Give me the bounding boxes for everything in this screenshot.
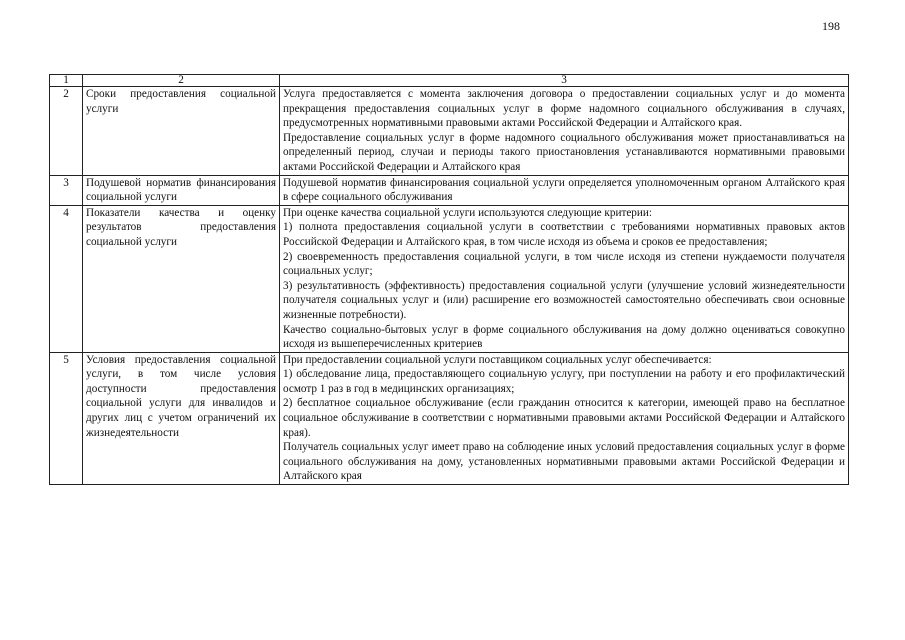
- description-paragraph: Подушевой норматив финансирования социальной услуги определяется уполномоченным органом Алтайского края в сфере социального обслуживания: [283, 176, 845, 204]
- header-cell-3: 3: [280, 75, 849, 87]
- row-number: 3: [50, 175, 83, 205]
- services-table: [49, 74, 849, 485]
- description-paragraph: Качество социально-бытовых услуг в форме социального обслуживания на дому должно оцениваться совокупно исходя из вышеперечисленных критериев: [283, 323, 845, 351]
- row-number: 5: [50, 352, 83, 484]
- header-cell-1: 1: [50, 75, 83, 87]
- table-header-row: [50, 75, 849, 87]
- table-row: [50, 175, 849, 205]
- table-row: [50, 352, 849, 484]
- description-paragraph: При предоставлении социальной услуги поставщиком социальных услуг обеспечивается:: [283, 353, 712, 366]
- row-number: 4: [50, 205, 83, 352]
- row-number: 2: [50, 87, 83, 176]
- row-name: Показатели качества и оценку результатов предоставления социальной услуги: [83, 205, 280, 352]
- row-description: [280, 87, 849, 176]
- description-paragraph: Услуга предоставляется с момента заключения договора о предоставлении социальных услуг и до момента прекращения предоставления социальных услуг в форме надомного социального обслуживания в случаях, предусмотренных нормативными правовыми актами Российской Федерации и Алтайского края.: [283, 88, 845, 130]
- description-paragraph: 2) своевременность предоставления социальной услуги, в том числе исходя из степени нуждаемости получателя социальных услуг;: [283, 250, 845, 278]
- row-description: [280, 205, 849, 352]
- description-paragraph: 1) полнота предоставления социальной услуги в соответствии с требованиями нормативных правовых актов Российской Федерации и Алтайского края, в том числе исходя из объема и сроков ее предоставления;: [283, 221, 845, 248]
- table-row: [50, 205, 849, 352]
- row-description: [280, 352, 849, 484]
- description-paragraph: Получатель социальных услуг имеет право на соблюдение иных условий предоставления социальных услуг в форме социального обслуживания на дому, установленных нормативными правовыми актами Российской Федерации и Алтайского края: [283, 441, 845, 483]
- row-description: [280, 175, 849, 205]
- description-paragraph: 3) результативность (эффективность) предоставления социальной услуги (улучшение условий жизнедеятельности получателя социальных услуг и (или) расширение его возможностей самостоятельно обеспечивать свои основные жизненные потребности).: [283, 279, 845, 321]
- table-row: [50, 87, 849, 176]
- header-cell-2: 2: [83, 75, 280, 87]
- description-paragraph: Предоставление социальных услуг в форме надомного социального обслуживания может приостанавливаться на определенный период, случаи и периоды такого приостановления устанавливаются нормативными правовыми актами Российской Федерации и Алтайского края: [283, 131, 845, 173]
- row-name: Сроки предоставления социальной услуги: [83, 87, 280, 176]
- description-paragraph: 2) бесплатное социальное обслуживание (если гражданин относится к категории, имеющей право на бесплатное социальное обслуживание в соответствии с нормативными правовыми актами Российской Федерации и Алтайского края).: [283, 397, 845, 439]
- description-paragraph: 1) обследование лица, предоставляющего социальную услугу, при поступлении на работу и его профилактический осмотр 1 раз в год в медицинских организациях;: [283, 368, 845, 395]
- row-name: Подушевой норматив финансирования социальной услуги: [83, 175, 280, 205]
- description-paragraph: При оценке качества социальной услуги используются следующие критерии:: [283, 206, 652, 219]
- row-name: Условия предоставления социальной услуги, в том числе условия доступности предоставления социальной услуги для инвалидов и других лиц с учетом ограничений их жизнедеятельности: [83, 352, 280, 484]
- page-number: 198: [822, 19, 840, 33]
